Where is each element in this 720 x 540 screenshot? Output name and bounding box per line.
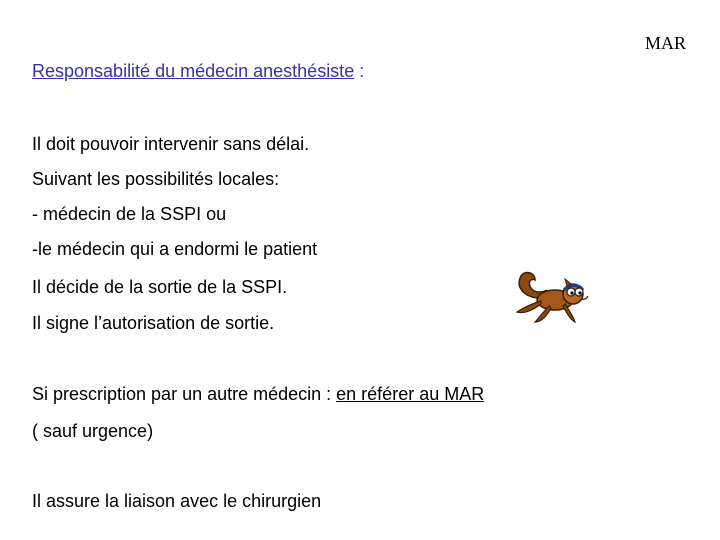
line-anesthetist: -le médecin qui a endormi le patient: [32, 239, 318, 259]
line-sspi-doctor: - médecin de la SSPI ou: [32, 204, 227, 224]
line-surgeon-liaison: Il assure la liaison avec le chirurgien: [32, 491, 322, 511]
corner-label: MAR: [644, 33, 686, 53]
refer-to-mar-text: en référer au MAR: [336, 384, 485, 404]
other-prescription-text: Si prescription par un autre médecin :: [32, 384, 337, 404]
line-decides-exit: Il décide de la sortie de la SSPI.: [32, 277, 288, 297]
flying-squirrel-icon: [511, 268, 591, 326]
line-other-prescription: [32, 383, 484, 405]
slide-title-colon: :: [354, 61, 365, 81]
line-local-options: Suivant les possibilités locales:: [32, 169, 280, 189]
slide-title: [32, 61, 364, 82]
line-intervene: Il doit pouvoir intervenir sans délai.: [32, 134, 310, 154]
line-signs-authorization: Il signe l’autorisation de sortie.: [32, 313, 275, 333]
line-except-emergency: ( sauf urgence): [32, 421, 154, 441]
slide-title-text: Responsabilité du médecin anesthésiste: [32, 61, 355, 81]
